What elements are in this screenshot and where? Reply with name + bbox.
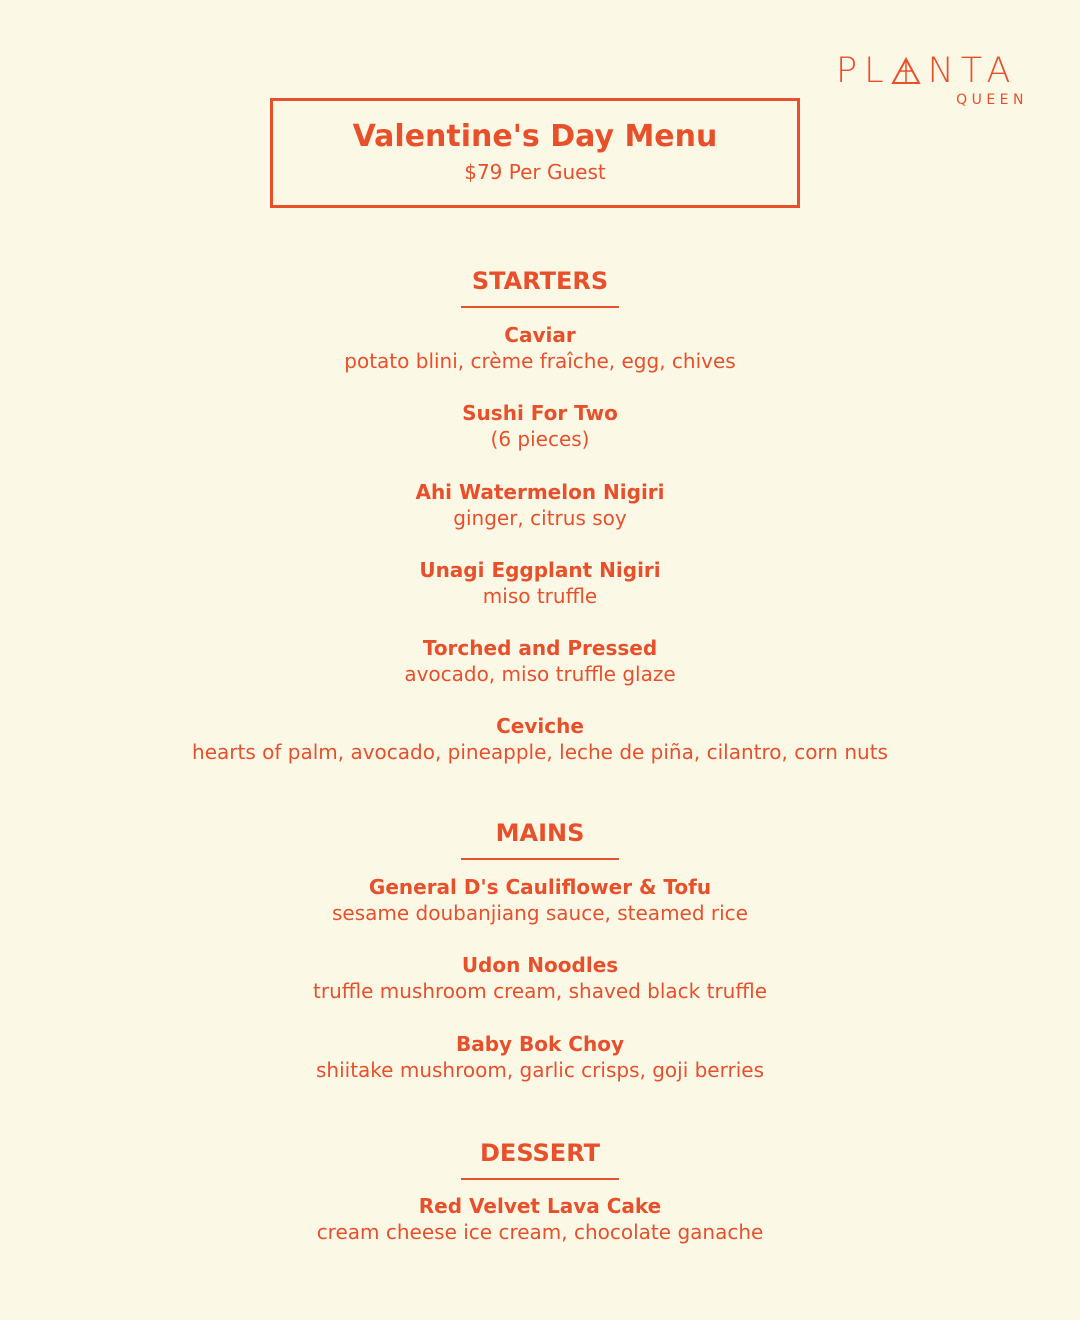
section-divider [461, 858, 619, 860]
item-description: truffle mushroom cream, shaved black truffle [313, 979, 767, 1003]
menu-item [0, 400, 1080, 452]
logo-wordmark [836, 52, 1032, 90]
item-name: Ahi Watermelon Nigiri [415, 480, 665, 504]
item-description: ginger, citrus soy [453, 506, 627, 530]
section-heading: MAINS [495, 819, 585, 847]
item-name: Unagi Eggplant Nigiri [419, 558, 661, 582]
logo-subtitle: QUEEN [956, 92, 1028, 108]
section-heading: DESSERT [480, 1139, 600, 1167]
item-name: Ceviche [496, 714, 584, 738]
logo-text-end: NTA [927, 51, 1018, 91]
menu-item [0, 322, 1080, 374]
item-description: cream cheese ice cream, chocolate ganache [316, 1220, 764, 1244]
menu-item [0, 557, 1080, 609]
item-name: Caviar [504, 323, 576, 347]
menu-price: $79 Per Guest [464, 160, 606, 184]
item-name: Udon Noodles [461, 953, 619, 977]
section-dessert [0, 1138, 1080, 1180]
menu-item [0, 1031, 1080, 1083]
item-name: Baby Bok Choy [456, 1032, 624, 1056]
item-description: sesame doubanjiang sauce, steamed rice [332, 901, 748, 925]
menu-item [0, 635, 1080, 687]
menu-item [0, 874, 1080, 926]
menu-item [0, 713, 1080, 765]
item-name: Red Velvet Lava Cake [418, 1194, 662, 1218]
menu-item [0, 952, 1080, 1004]
item-description: (6 pieces) [490, 427, 590, 451]
item-description: potato blini, crème fraîche, egg, chives [344, 349, 736, 373]
item-description: avocado, miso truffle glaze [404, 662, 676, 686]
item-description: miso truffle [482, 584, 598, 608]
section-mains [0, 818, 1080, 860]
item-description: hearts of palm, avocado, pineapple, leche de piña, cilantro, corn nuts [192, 740, 888, 764]
menu-title: Valentine's Day Menu [352, 119, 718, 154]
logo-text-start: PL [836, 51, 891, 91]
section-heading: STARTERS [471, 267, 609, 295]
brand-logo [836, 52, 1032, 108]
section-divider [461, 1178, 619, 1180]
item-description: shiitake mushroom, garlic crisps, goji berries [316, 1058, 764, 1082]
menu-title-box [270, 98, 800, 208]
item-name: General D's Cauliflower & Tofu [368, 875, 712, 899]
section-divider [461, 306, 619, 308]
section-starters [0, 266, 1080, 308]
item-name: Sushi For Two [462, 401, 618, 425]
menu-item [0, 1193, 1080, 1245]
item-name: Torched and Pressed [422, 636, 658, 660]
menu-item [0, 479, 1080, 531]
triangle-a-icon [891, 56, 921, 86]
